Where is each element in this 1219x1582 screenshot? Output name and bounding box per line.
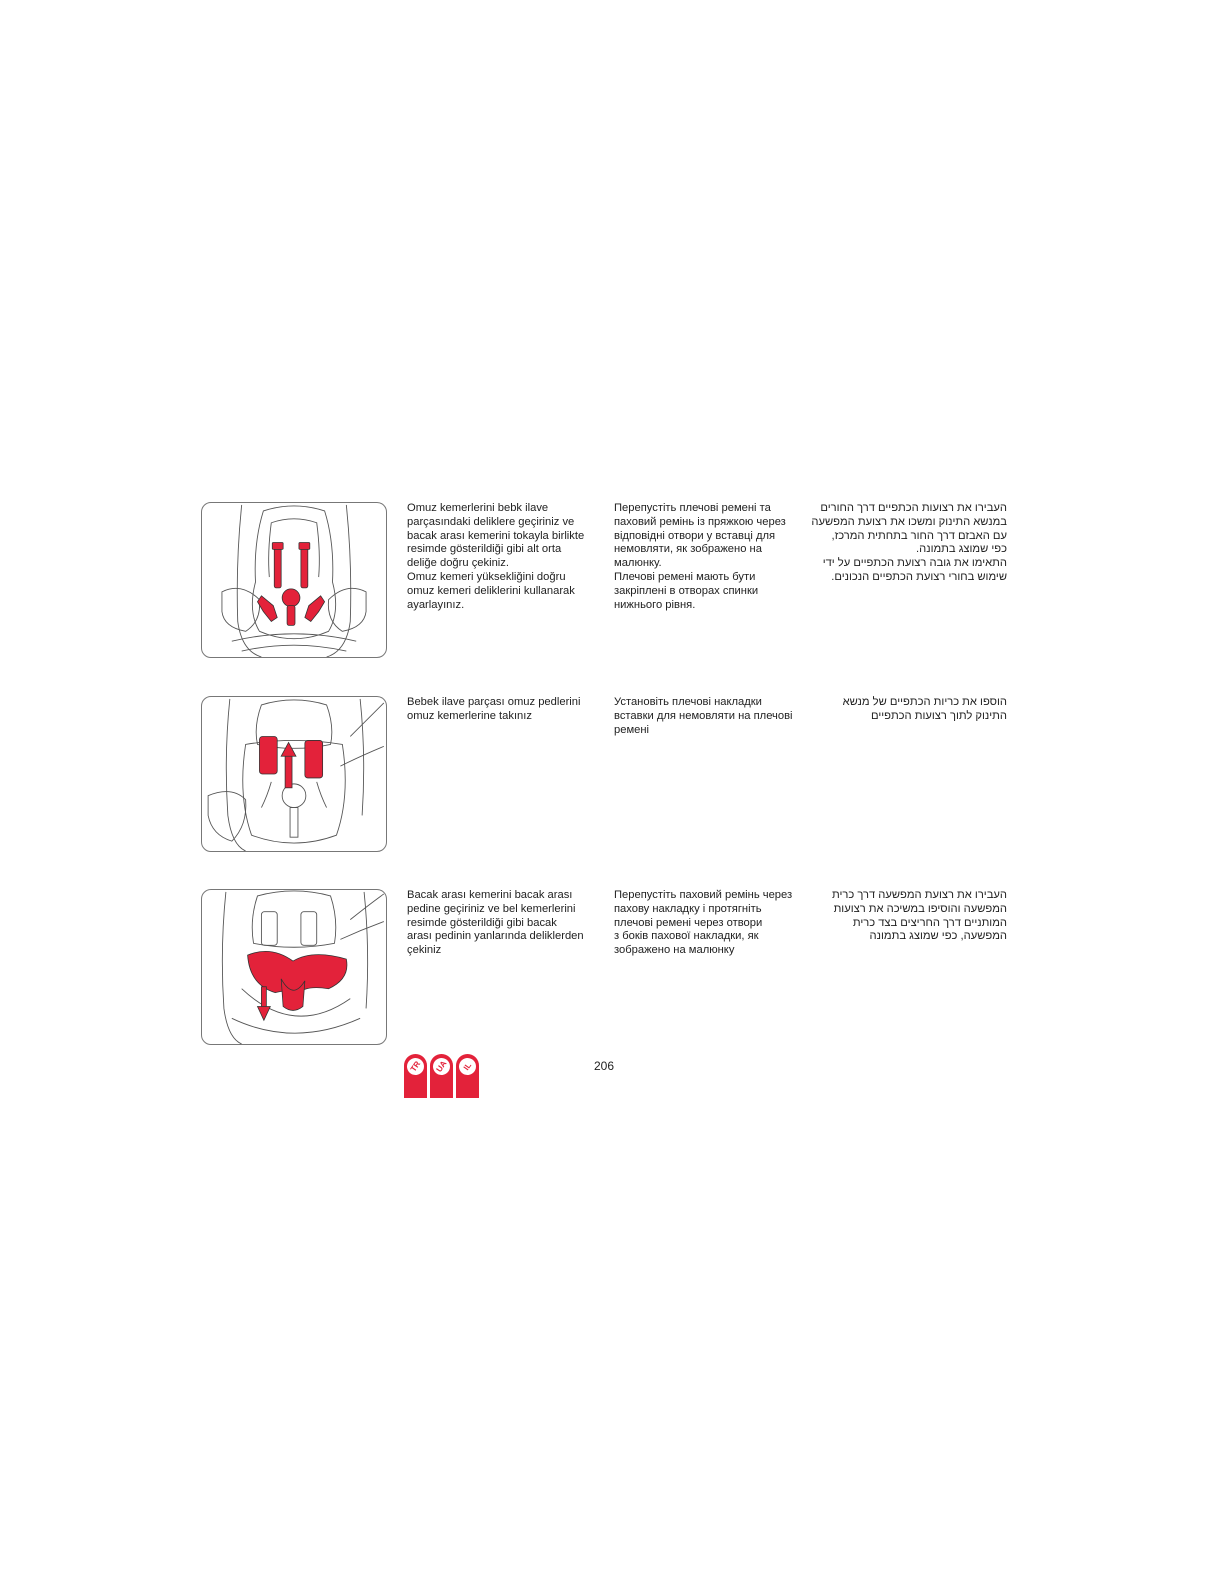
step-3-text-tr: Bacak arası kemerini bacak arası pedine geçiriniz ve bel kemerlerini resimde gösterildiği gibi bacak arası pedinin yanlarında deliklerden çekiniz bbox=[407, 889, 584, 957]
step-1-text-il: העבירו את רצועות הכתפיים דרך החורים במנשא התינוק ומשכו את רצועת המפשעה עם האבזם דרך החור בתחתית המרכז, כפי שמוצג בתמונה. התאימו את גובה רצועת הכתפיים על ידי שימוש בחורי רצועת הכתפיים הנכונים. bbox=[811, 502, 1007, 583]
language-tabs bbox=[404, 1054, 482, 1098]
language-tab-ua bbox=[430, 1054, 453, 1098]
step-2-illustration bbox=[201, 696, 387, 852]
infant-seat-harness-drawing bbox=[202, 503, 386, 657]
step-3-text-il: העבירו את רצועת המפשעה דרך כרית המפשעה והוסיפו במשיכה את רצועות המותניים דרך החריצים בצד כרית המפשעה, כפי שמוצג בתמונה bbox=[831, 889, 1007, 943]
language-tab-label: UA bbox=[430, 1055, 454, 1079]
step-1-text-tr: Omuz kemerlerini bebk ilave parçasındaki deliklere geçiriniz ve bacak arası kemerini tokayla birlikte resimde gösterildiği gibi alt orta deliğe doğru çekiniz. Omuz kemeri yüksekliğini doğru omuz kemeri deliklerini kullanarak ayarlayınız. bbox=[407, 502, 585, 611]
shoulder-pads-drawing bbox=[202, 697, 386, 851]
step-3-text-ua: Перепустіть паховий ремінь через пахову накладку і протягніть плечові ремені через отвори з боків пахової накладки, як зображено на малюнку bbox=[614, 889, 793, 957]
step-2-text-ua: Установіть плечові накладки вставки для немовляти на плечові ремені bbox=[614, 696, 793, 736]
instruction-step-1 bbox=[0, 502, 1219, 662]
instruction-step-3 bbox=[0, 889, 1219, 1049]
step-3-illustration bbox=[201, 889, 387, 1045]
step-1-illustration bbox=[201, 502, 387, 658]
step-2-text-il: הוספו את כריות הכתפיים של מנשא התינוק לתוך רצועות הכתפיים bbox=[842, 696, 1007, 722]
step-2-text-tr: Bebek ilave parçası omuz pedlerini omuz kemerlerine takınız bbox=[407, 696, 581, 722]
language-tab-il bbox=[456, 1054, 479, 1098]
step-1-text-ua: Перепустіть плечові ремені та паховий ремінь із пряжкою через відповідні отвори у вставці для немовляти, як зображено на малюнку. Плечові ремені мають бути закріплені в отворах спинки нижнього рівня. bbox=[614, 502, 786, 611]
page-number: 206 bbox=[594, 1059, 615, 1073]
instruction-step-2 bbox=[0, 696, 1219, 856]
crotch-pad-drawing bbox=[202, 890, 386, 1044]
language-tab-label: IL bbox=[456, 1055, 480, 1079]
language-tab-label: TR bbox=[404, 1055, 428, 1079]
language-tab-tr bbox=[404, 1054, 427, 1098]
